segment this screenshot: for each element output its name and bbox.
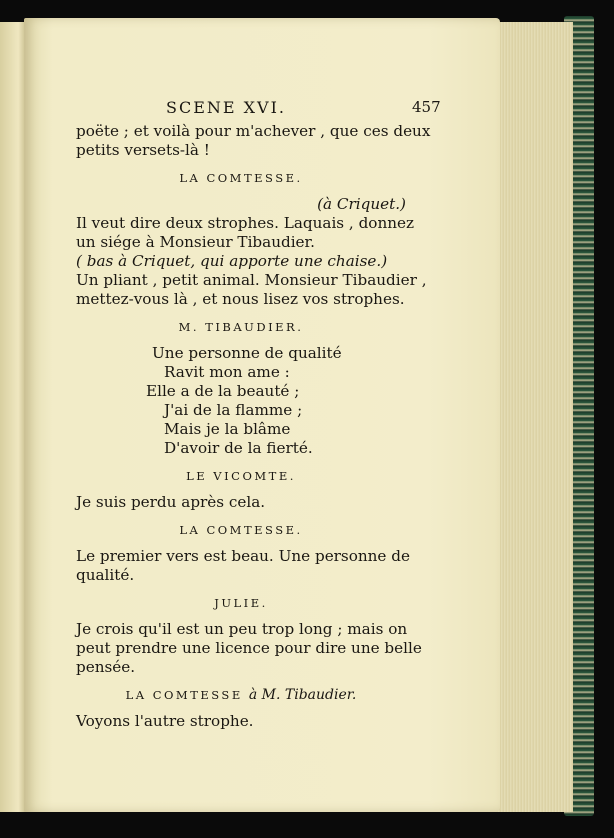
page-number: 457 bbox=[412, 98, 441, 116]
text-line: Je crois qu'il est un peu trop long ; mais on bbox=[76, 620, 408, 638]
verse-line: Une personne de qualité bbox=[152, 344, 342, 362]
text-line: peut prendre une licence pour dire une belle bbox=[76, 639, 422, 657]
text-line: Un pliant , petit animal. Monsieur Tibaudier , bbox=[76, 271, 427, 289]
left-page-edge bbox=[0, 22, 27, 812]
stage-direction: ( bas à Criquet, qui apporte une chaise.) bbox=[76, 252, 388, 270]
stage-direction: (à Criquet.) bbox=[317, 195, 406, 213]
page-edges bbox=[494, 22, 573, 812]
right-page bbox=[24, 18, 500, 812]
text-line: petits versets-là ! bbox=[76, 141, 210, 159]
stage-direction: à M. Tibaudier. bbox=[248, 687, 357, 703]
verse-line: D'avoir de la fierté. bbox=[164, 439, 313, 457]
speaker-name: LA COMTESSE bbox=[125, 688, 243, 702]
speaker-name: LA COMTESSE. bbox=[179, 171, 303, 185]
text-line: un siége à Monsieur Tibaudier. bbox=[76, 233, 315, 251]
speaker-with-direction bbox=[76, 686, 406, 705]
text-line: pensée. bbox=[76, 658, 136, 676]
text-line: qualité. bbox=[76, 566, 135, 584]
text-line: mettez-vous là , et nous lisez vos strophes. bbox=[76, 290, 405, 308]
verse-line: Mais je la blâme bbox=[164, 420, 291, 438]
speaker-name: M. TIBAUDIER. bbox=[178, 320, 304, 334]
verse-line: J'ai de la flamme ; bbox=[164, 401, 303, 419]
text-line: Le premier vers est beau. Une personne de bbox=[76, 547, 410, 565]
text-line: Il veut dire deux strophes. Laquais , donnez bbox=[76, 214, 414, 232]
speaker-name: JULIE. bbox=[214, 596, 268, 610]
text-line: poëte ; et voilà pour m'achever , que ces deux bbox=[76, 122, 431, 140]
running-head bbox=[166, 98, 441, 117]
speaker-name: LE VICOMTE. bbox=[186, 469, 296, 483]
text-line: Je suis perdu après cela. bbox=[76, 493, 266, 511]
text-line: Voyons l'autre strophe. bbox=[76, 712, 254, 730]
verse-line: Elle a de la beauté ; bbox=[146, 382, 300, 400]
verse-line: Ravit mon ame : bbox=[164, 363, 290, 381]
scene-title: SCENE XVI. bbox=[166, 98, 286, 117]
page-text bbox=[76, 98, 441, 731]
speaker-name: LA COMTESSE. bbox=[179, 523, 303, 537]
